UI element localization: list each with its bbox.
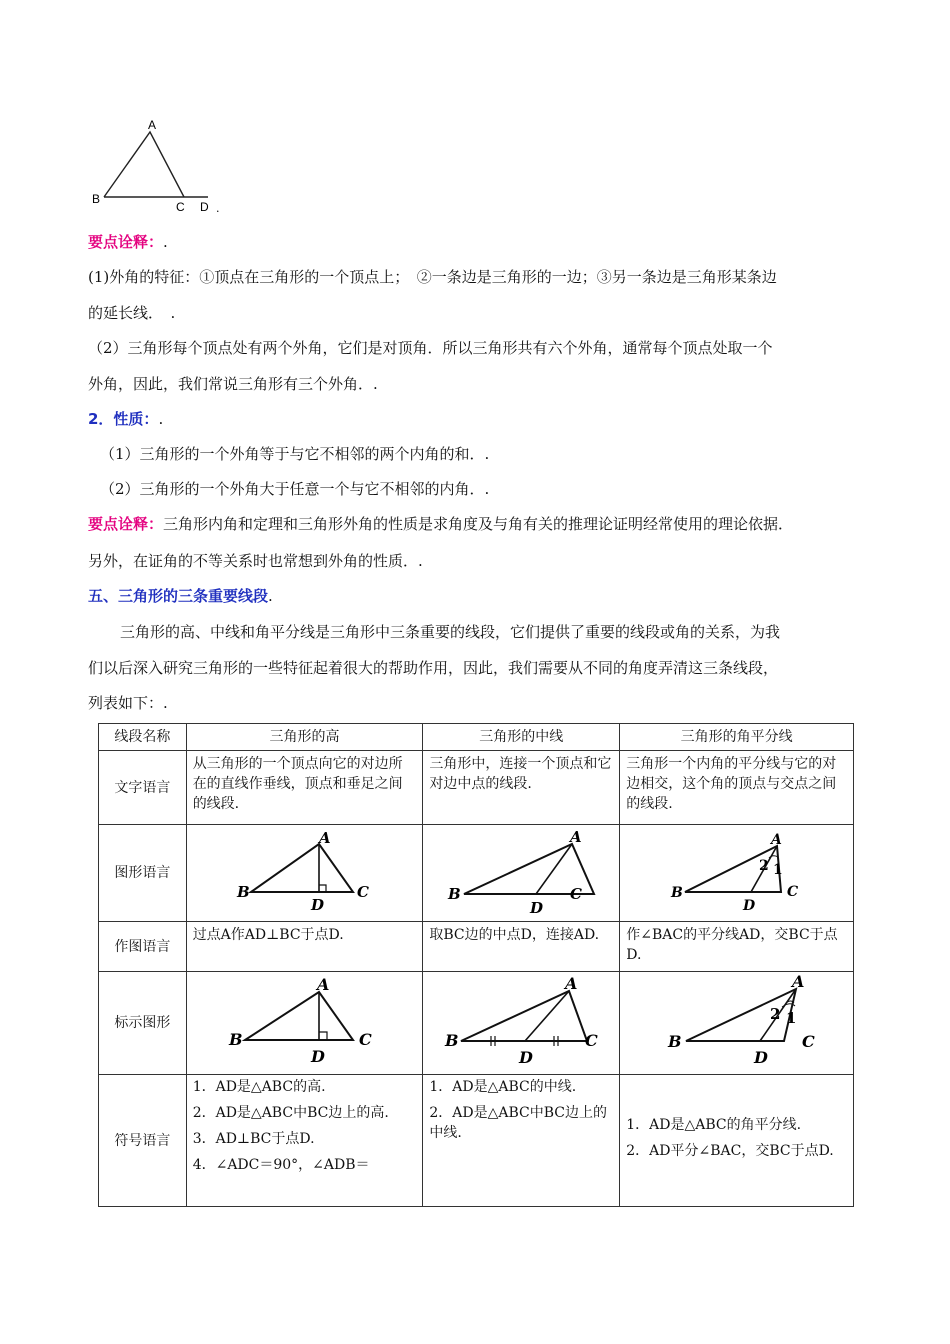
section-5-heading: 五、三角形的三条重要线段. [88,587,273,605]
bisector-mark-figure [652,975,822,1071]
cell-median-symbol: 1．AD是△ABC的中线. 2．AD是△ABC中BC边上的中线. [423,1075,620,1207]
cell-height-symbol: 1．AD是△ABC的高. 2．AD是△ABC中BC边上的高. 3．AD⊥BC于点D. 4．∠ADC＝90°，∠ADB＝ [186,1075,423,1207]
label-a: A [148,118,157,132]
cell-median-draw: 取BC边的中点D，连接AD. [423,922,620,972]
table-header-row [99,724,854,751]
svg-text:C: C [358,1030,372,1049]
row-label-text: 文字语言 [99,751,187,825]
fig-label-c: C [356,883,369,901]
header-median: 三角形的中线 [423,724,620,751]
header-height: 三角形的高 [186,724,423,751]
svg-text:C: C [570,885,583,903]
triangle-abc [104,132,184,197]
para-2-line1: （2）三角形每个顶点处有两个外角，它们是对顶角．所以三角形共有六个外角，通常每个顶点处取一个 [88,339,773,357]
cell-bisector-text: 三角形一个内角的平分线与它的对边相交，这个角的顶点与交点之间的线段. [620,751,854,825]
height-figure [235,832,375,914]
row-label-symbol: 符号语言 [99,1075,187,1207]
key-points-2-line2: 另外，在证角的不等关系时也常想到外角的性质．. [88,552,423,570]
angle-1-label: 1 [772,862,783,878]
svg-text:B: B [445,1031,459,1050]
row-label-draw: 作图语言 [99,922,187,972]
median-mark-figure [441,977,601,1069]
intro-line3: 列表如下：. [88,694,168,712]
svg-text:A: A [570,830,582,846]
header-name: 线段名称 [99,724,187,751]
table-row [99,922,854,972]
svg-text:A: A [791,975,805,991]
median-figure [446,830,596,916]
exterior-angle-figure [88,115,228,220]
svg-text:D: D [742,898,755,914]
fig-label-a: A [318,832,331,847]
svg-text:2: 2 [769,1005,781,1023]
label-c: C [176,200,185,214]
svg-text:B: B [448,885,461,903]
cell-bisector-draw: 作∠BAC的平分线AD，交BC于点D. [620,922,854,972]
para-2-line2: 外角，因此，我们常说三角形有三个外角．. [88,375,378,393]
intro-line1: 三角形的高、中线和角平分线是三角形中三条重要的线段，它们提供了重要的线段或角的关系，为我 [120,623,781,641]
cell-height-text: 从三角形的一个顶点向它的对边所在的直线作垂线，顶点和垂足之间的线段. [186,751,423,825]
svg-text:B: B [228,1030,243,1049]
height-mark-figure [225,978,385,1068]
key-points-1: 要点诠释：. [88,233,168,251]
para-1-line1: (1)外角的特征：①顶点在三角形的一个顶点上； ②一条边是三角形的一边；③另一条边是三角形某条边 [88,268,777,286]
svg-text:A: A [316,978,329,994]
angle-2-label: 2 [758,858,769,874]
row-label-mark: 标示图形 [99,972,187,1075]
table-row [99,972,854,1075]
cell-median-text: 三角形中，连接一个顶点和它对边中点的线段. [423,751,620,825]
cell-bisector-symbol: 1．AD是△ABC的角平分线. 2．AD平分∠BAC，交BC于点D. [620,1075,854,1207]
table-row [99,1075,854,1207]
property-2: （2）三角形的一个外角大于任意一个与它不相邻的内角．. [100,480,490,498]
property-1: （1）三角形的一个外角等于与它不相邻的两个内角的和．. [100,445,490,463]
svg-text:1: 1 [785,1009,797,1027]
cell-height-draw: 过点A作AD⊥BC于点D. [186,922,423,972]
svg-text:D: D [530,899,544,916]
svg-text:C: C [585,1031,599,1050]
svg-text:A: A [770,832,782,848]
header-bisector: 三角形的角平分线 [620,724,854,751]
bisector-figure [667,832,807,914]
row-label-figure: 图形语言 [99,825,187,922]
key-points-2: 要点诠释：三角形内角和定理和三角形外角的性质是求角度及与角有关的推理论证明经常使用的理论依据． [88,515,794,533]
svg-text:C: C [786,884,798,900]
svg-text:B: B [667,1032,682,1051]
label-trail: . [216,202,220,215]
key-label: 要点诠释： [88,233,164,251]
fig-label-b: B [236,883,250,901]
label-b: B [92,192,101,206]
svg-text:C: C [801,1032,815,1051]
svg-text:D: D [753,1048,768,1067]
fig-label-d: D [310,896,324,914]
line-segments-table [98,723,854,1207]
svg-text:D: D [310,1047,325,1066]
label-d: D [200,200,209,214]
table-row [99,751,854,825]
svg-text:D: D [519,1048,534,1067]
svg-text:A: A [565,977,578,993]
para-1-line2: 的延长线． . [88,304,176,322]
properties-heading: 2．性质：. [88,410,164,428]
intro-line2: 们以后深入研究三角形的一些特征起着很大的帮助作用，因此，我们需要从不同的角度弄清这三条线段， [88,659,779,677]
svg-text:B: B [670,885,683,901]
table-row [99,825,854,922]
